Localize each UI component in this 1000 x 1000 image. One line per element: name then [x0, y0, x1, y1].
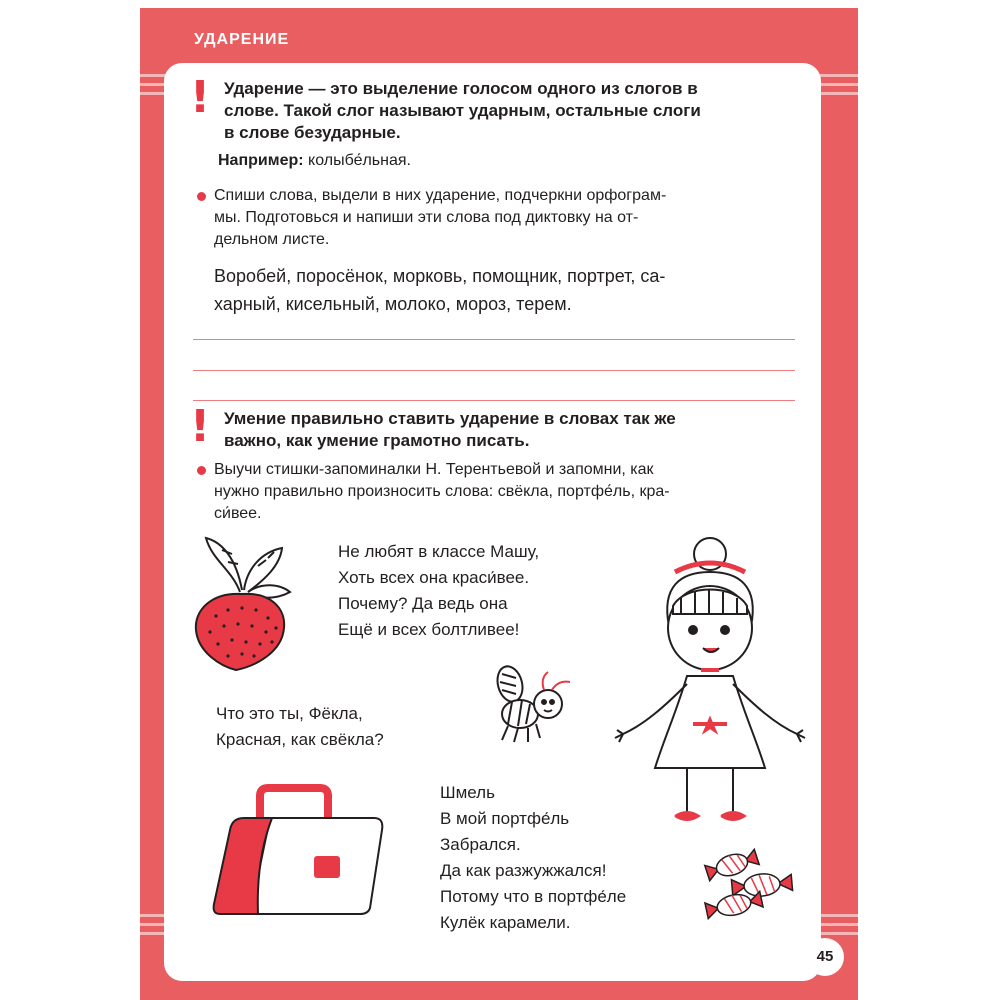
example: [218, 150, 411, 172]
task-2-line-1: Выучи стишки-запоминалки Н. Терентьевой и запомни, как: [214, 461, 654, 478]
word-list: [214, 262, 796, 318]
rule-1-line-2: слове. Такой слог называют ударным, остальные слоги: [224, 101, 701, 120]
example-word: колыбе́льная.: [308, 152, 411, 169]
word-list-line-1: Воробей, поросёнок, морковь, помощник, портрет, са-: [214, 266, 666, 286]
task-1: [214, 185, 794, 251]
rule-2-line-1: Умение правильно ставить ударение в словах так же: [224, 409, 676, 428]
candies-illustration: [700, 835, 810, 925]
rule-2: [224, 408, 794, 452]
poem-1: [338, 539, 539, 643]
poem-line: Хоть всех она краси́вее.: [338, 568, 530, 587]
poem-line: Ещё и всех болтливее!: [338, 620, 520, 639]
rule-1-line-1: Ударение — это выделение голосом одного из слогов в: [224, 79, 698, 98]
page-number: 45: [806, 938, 844, 976]
writing-line: [193, 370, 795, 371]
task-1-line-3: дельном листе.: [214, 231, 330, 248]
poem-line: Да как разжужжался!: [440, 861, 607, 880]
poem-line: Забрался.: [440, 835, 521, 854]
poem-line: Не любят в классе Машу,: [338, 542, 540, 561]
bullet-icon: [197, 466, 206, 475]
girl-illustration: [615, 536, 805, 831]
poem-line: Почему? Да ведь она: [338, 594, 508, 613]
poem-line: Что это ты, Фёкла,: [216, 704, 363, 723]
rule-1: [224, 78, 794, 144]
rule-2-line-2: важно, как умение грамотно писать.: [224, 431, 530, 450]
exclamation-icon: !: [190, 72, 211, 123]
poem-line: В мой портфе́ль: [440, 809, 570, 828]
beet-illustration: [192, 530, 302, 675]
poem-line: Потому что в портфе́ле: [440, 887, 627, 906]
example-label: Например:: [218, 152, 304, 169]
poem-line: Красная, как свёкла?: [216, 730, 384, 749]
poem-line: Кулёк карамели.: [440, 913, 571, 932]
writing-line: [193, 400, 795, 401]
task-1-line-1: Спиши слова, выдели в них ударение, подчеркни орфограм-: [214, 187, 667, 204]
rule-1-line-3: в слове безударные.: [224, 123, 401, 142]
bumblebee-illustration: [494, 660, 574, 750]
task-2-line-2: нужно правильно произносить слова: свёкла, портфе́ль, кра-: [214, 483, 670, 500]
poem-line: Шмель: [440, 783, 495, 802]
task-1-line-2: мы. Подготовься и напиши эти слова под диктовку на от-: [214, 209, 639, 226]
task-2: [214, 459, 794, 525]
word-list-line-2: харный, кисельный, молоко, мороз, терем.: [214, 294, 572, 314]
task-2-line-3: си́вее.: [214, 505, 262, 522]
poem-3: [440, 780, 626, 936]
writing-line: [193, 339, 795, 340]
bullet-icon: [197, 192, 206, 201]
poem-2: [216, 701, 384, 753]
exclamation-icon: !: [190, 401, 211, 452]
page-title: УДАРЕНИЕ: [194, 31, 290, 48]
briefcase-illustration: [210, 780, 390, 920]
